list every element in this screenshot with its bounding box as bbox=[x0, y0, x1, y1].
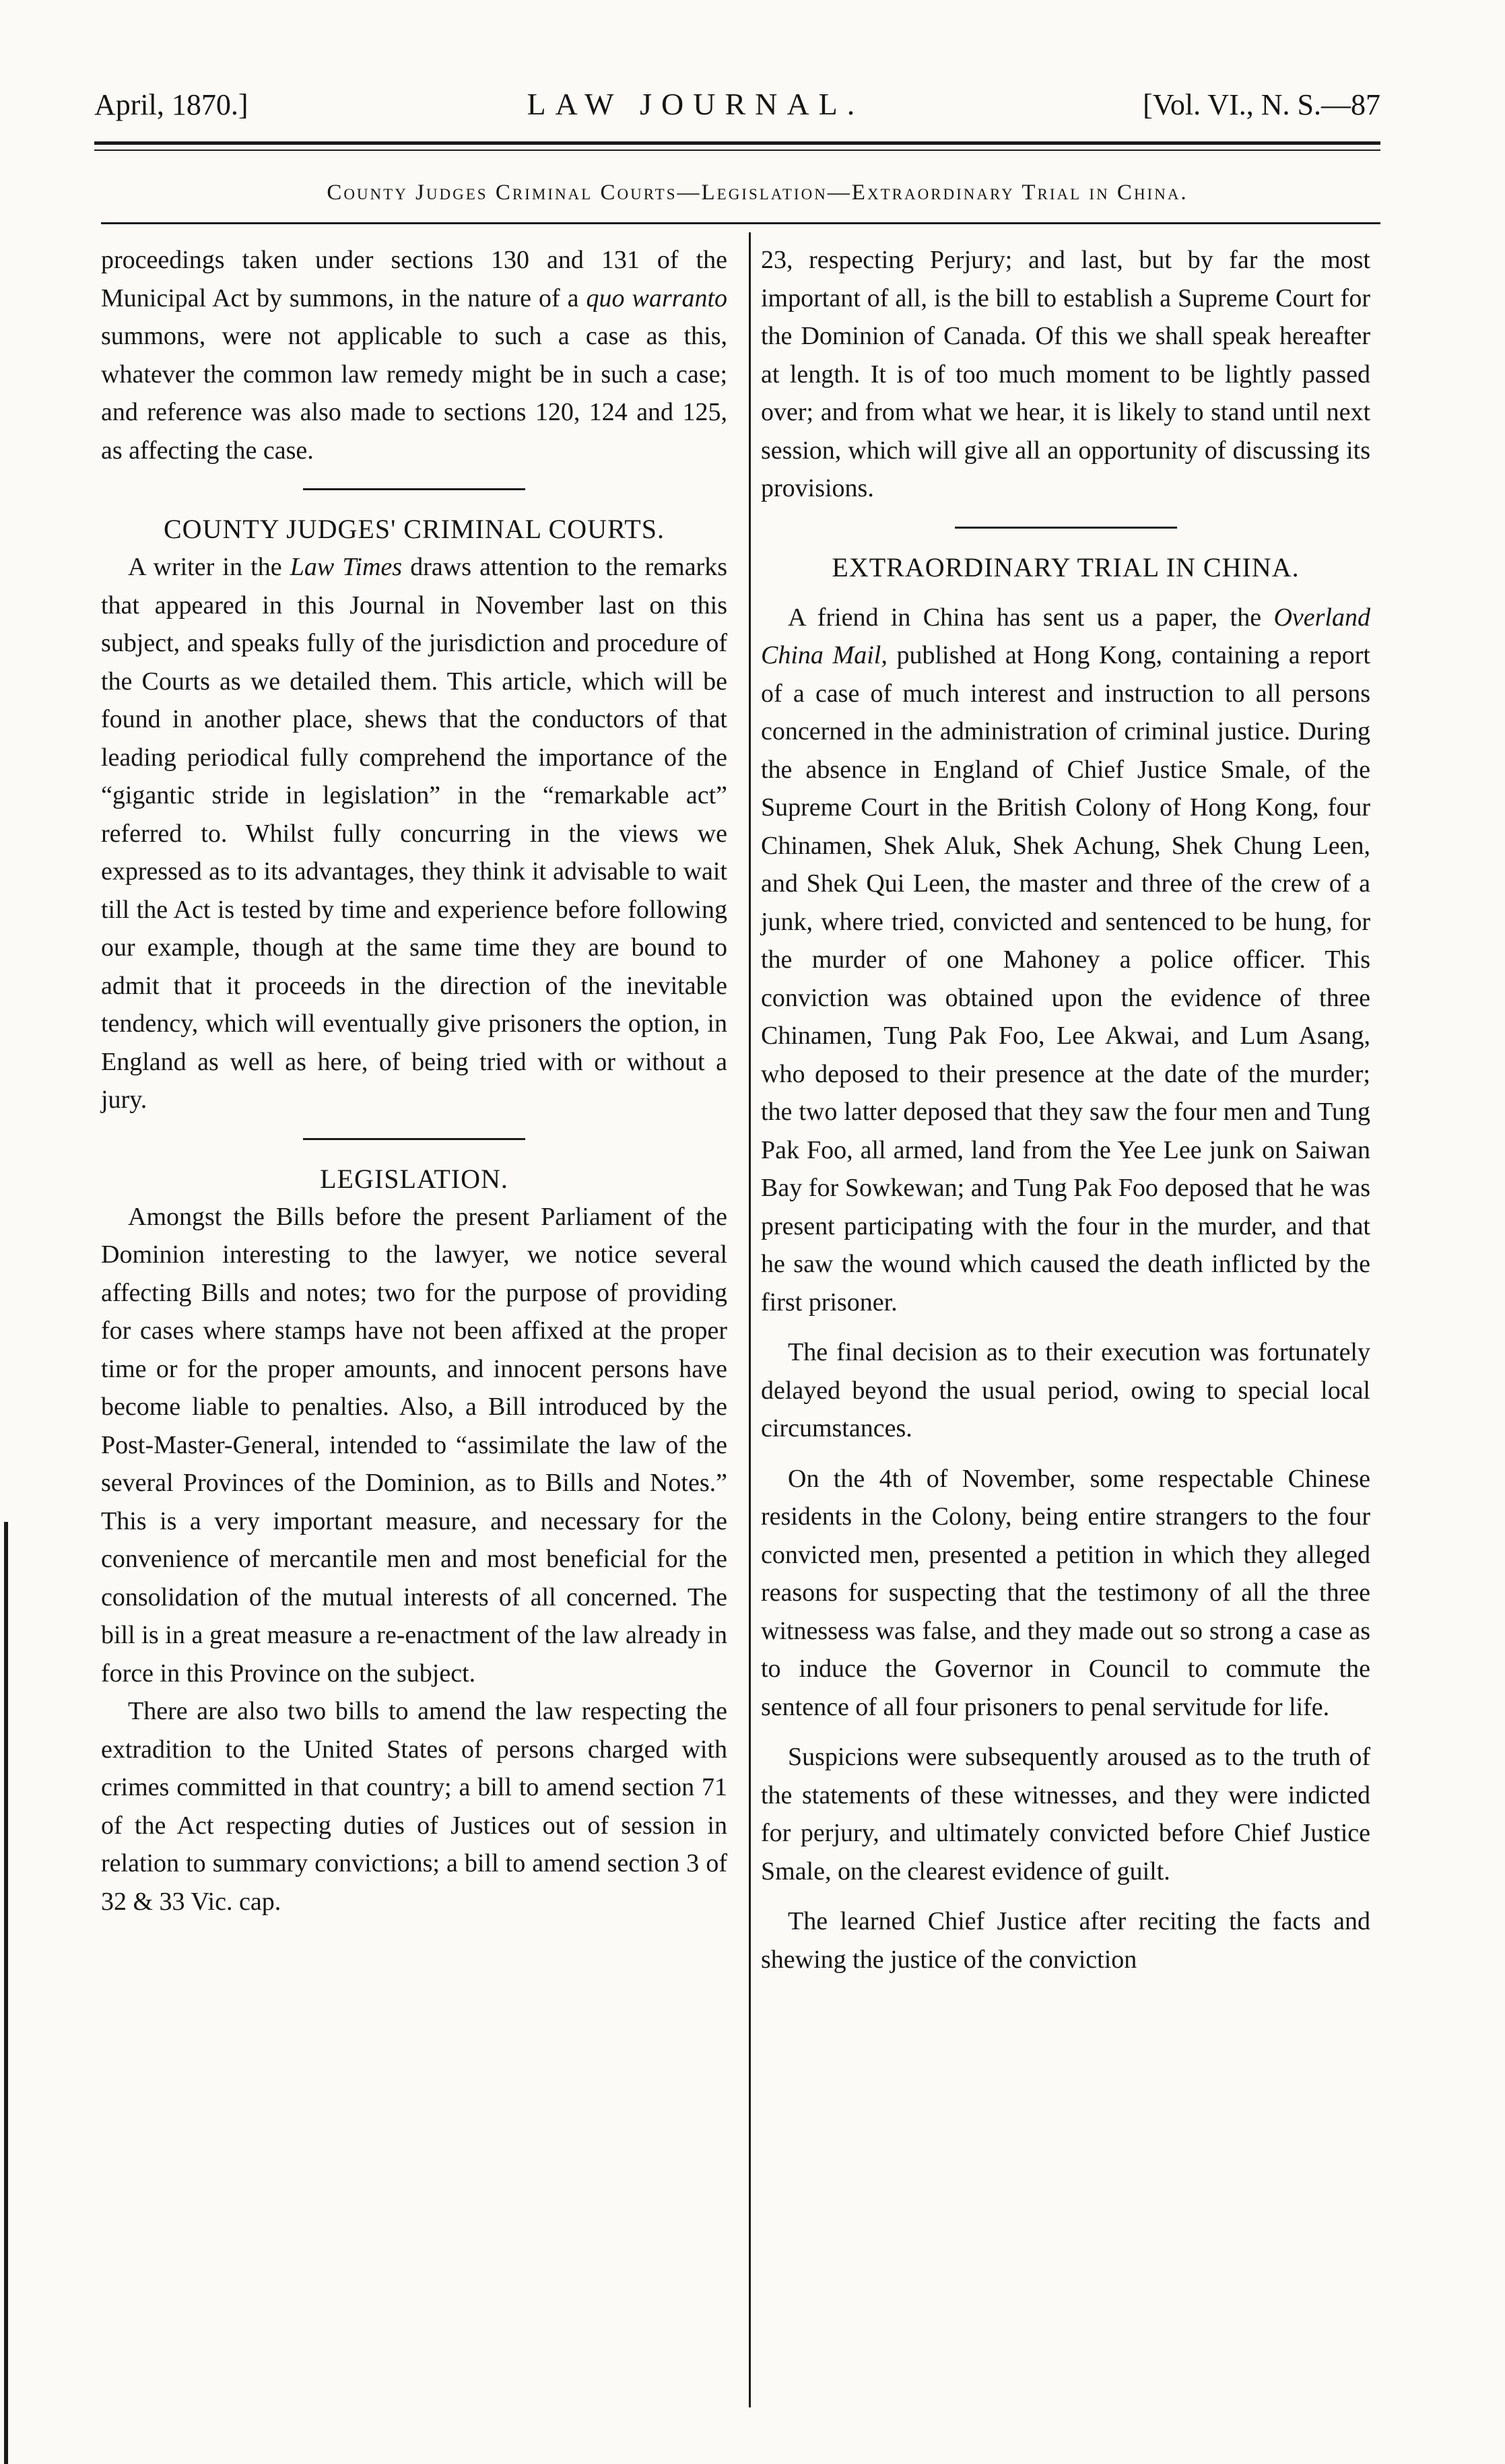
section-separator bbox=[955, 527, 1177, 529]
page-header bbox=[94, 86, 1380, 140]
header-rule-thin bbox=[94, 149, 1380, 151]
trial-paragraph-3: On the 4th of November, some respectable Chinese residents in the Colony, being entire strangers to the four convicted men, presented a petition in which they alleged reasons for suspecting that the testimony of all the three witnessess was false, and they made out so strong a case as to induce the Governor in Council to commute the sentence of all four prisoners to penal servitude for life. bbox=[761, 1464, 1370, 1721]
running-head-rule bbox=[101, 222, 1380, 224]
county-judges-text-2: draws attention to the remarks that appeared in this Journal in November last on this subject, and speaks fully of the jurisdiction and procedure of the Courts as we detailed them. This article, which will be found in another place, shews that the conductors of that leading periodical fully comprehend the importance of the “gigantic stride in legislation” in the “remarkable act” referred to. Whilst fully concurring in the views we expressed as to its advantages, they think it advisable to wait till the Act is tested by time and experience before following our example, though at the same time they are bound to admit that it proceeds in the direction of the inevitable tendency, which will eventually give prisoners the option, in England as well as here, of being tried with or without a jury. bbox=[101, 553, 727, 1114]
intro-text-2: summons, were not applicable to such a case as this, whatever the common law remedy might be in such a case; and reference was also made to sections 120, 124 and 125, as affecting the case. bbox=[101, 322, 727, 465]
section-heading-trial-china: EXTRAORDINARY TRIAL IN CHINA. bbox=[832, 552, 1300, 582]
trial-paragraph-4: Suspicions were subsequently aroused as to the truth of the statements of these witnesses, and they were indicted for perjury, and ultimately convicted before Chief Justice Smale, on the clearest evidence of guilt. bbox=[761, 1743, 1370, 1886]
trial-paragraph-5: The learned Chief Justice after reciting the facts and shewing the justice of the conviction bbox=[761, 1907, 1370, 1974]
left-column bbox=[101, 241, 727, 2416]
header-date: April, 1870.] bbox=[94, 88, 248, 121]
legislation-paragraph-2: There are also two bills to amend the law respecting the extradition to the United States of persons charged with crimes committed in that country; a bill to amend section 71 of the Act respecting duties of Justices out of session in relation to summary convictions; a bill to amend section 3 of 32 & 33 Vic. cap. bbox=[101, 1697, 727, 1916]
trial-text-1: A friend in China has sent us a paper, the bbox=[788, 603, 1274, 632]
right-column bbox=[761, 241, 1370, 2416]
section-heading-county-judges: COUNTY JUDGES' CRIMINAL COURTS. bbox=[164, 514, 665, 544]
section-separator bbox=[303, 488, 525, 490]
header-volume: [Vol. VI., N. S.—87 bbox=[1143, 88, 1380, 121]
county-judges-text-1: A writer in the bbox=[128, 553, 290, 581]
trial-paragraph-2: The final decision as to their execution was fortunately delayed beyond the usual period, owing to special local circumstances. bbox=[761, 1338, 1370, 1442]
header-journal-title: LAW JOURNAL. bbox=[527, 87, 865, 121]
legislation-continuation: 23, respecting Perjury; and last, but by far the most important of all, is the bill to establish a Supreme Court for the Dominion of Canada. Of this we shall speak hereafter at length. It is of too much moment to be lightly passed over; and from what we hear, it is likely to stand until next session, which will give all an opportunity of discussing its provisions. bbox=[761, 246, 1370, 502]
section-separator bbox=[303, 1138, 525, 1140]
column-divider bbox=[749, 232, 751, 2407]
intro-italic: quo warranto bbox=[586, 284, 728, 312]
trial-paragraph-1 bbox=[761, 599, 1370, 1322]
trial-italic: Overland China Mail, bbox=[761, 603, 1370, 669]
header-rule-thick bbox=[94, 141, 1380, 145]
county-judges-italic: Law Times bbox=[290, 553, 403, 581]
section-heading-legislation: LEGISLATION. bbox=[320, 1163, 508, 1194]
running-head: County Judges Criminal Courts—Legislation—Extraordinary Trial in China. bbox=[327, 180, 1189, 205]
binding-edge-rule bbox=[4, 1522, 8, 2464]
intro-paragraph bbox=[101, 241, 727, 469]
county-judges-paragraph bbox=[101, 548, 727, 1119]
trial-text-2: published at Hong Kong, containing a report of a case of much interest and instruction to all persons concerned in the administration of criminal justice. During the absence in England of Chief Justice Smale, of the Supreme Court in the British Colony of Hong Kong, four Chinamen, Shek Aluk, Shek Achung, Shek Chung Leen, and Shek Qui Leen, the master and three of the crew of a junk, where tried, convicted and sentenced to be hung, for the murder of one Mahoney a police officer. This conviction was obtained upon the evidence of three Chinamen, Tung Pak Foo, Lee Akwai, and Lum Asang, who deposed to their presence at the date of the murder; the two latter deposed that they saw the four men and Tung Pak Foo, all armed, land from the Yee Lee junk on Saiwan Bay for Sowkewan; and Tung Pak Foo deposed that he was present participating with the four in the murder, and that he saw the wound which caused the death inflicted by the first prisoner. bbox=[761, 641, 1370, 1317]
legislation-paragraph-1: Amongst the Bills before the present Parliament of the Dominion interesting to the lawyer, we notice several affecting Bills and notes; two for the purpose of providing for cases where stamps have not been affixed at the proper time or for the proper amounts, and innocent persons have become liable to penalties. Also, a Bill introduced by the Post-Master-General, intended to “assimilate the law of the several Provinces of the Dominion, as to Bills and Notes.” This is a very important measure, and necessary for the convenience of mercantile men and most beneficial for the consolidation of the mutual interests of all concerned. The bill is in a great measure a re-enactment of the law already in force in this Province on the subject. bbox=[101, 1202, 727, 1688]
intro-text-1: proceedings taken under sections 130 and 131 of the Municipal Act by summons, in the nature of a bbox=[101, 246, 727, 312]
